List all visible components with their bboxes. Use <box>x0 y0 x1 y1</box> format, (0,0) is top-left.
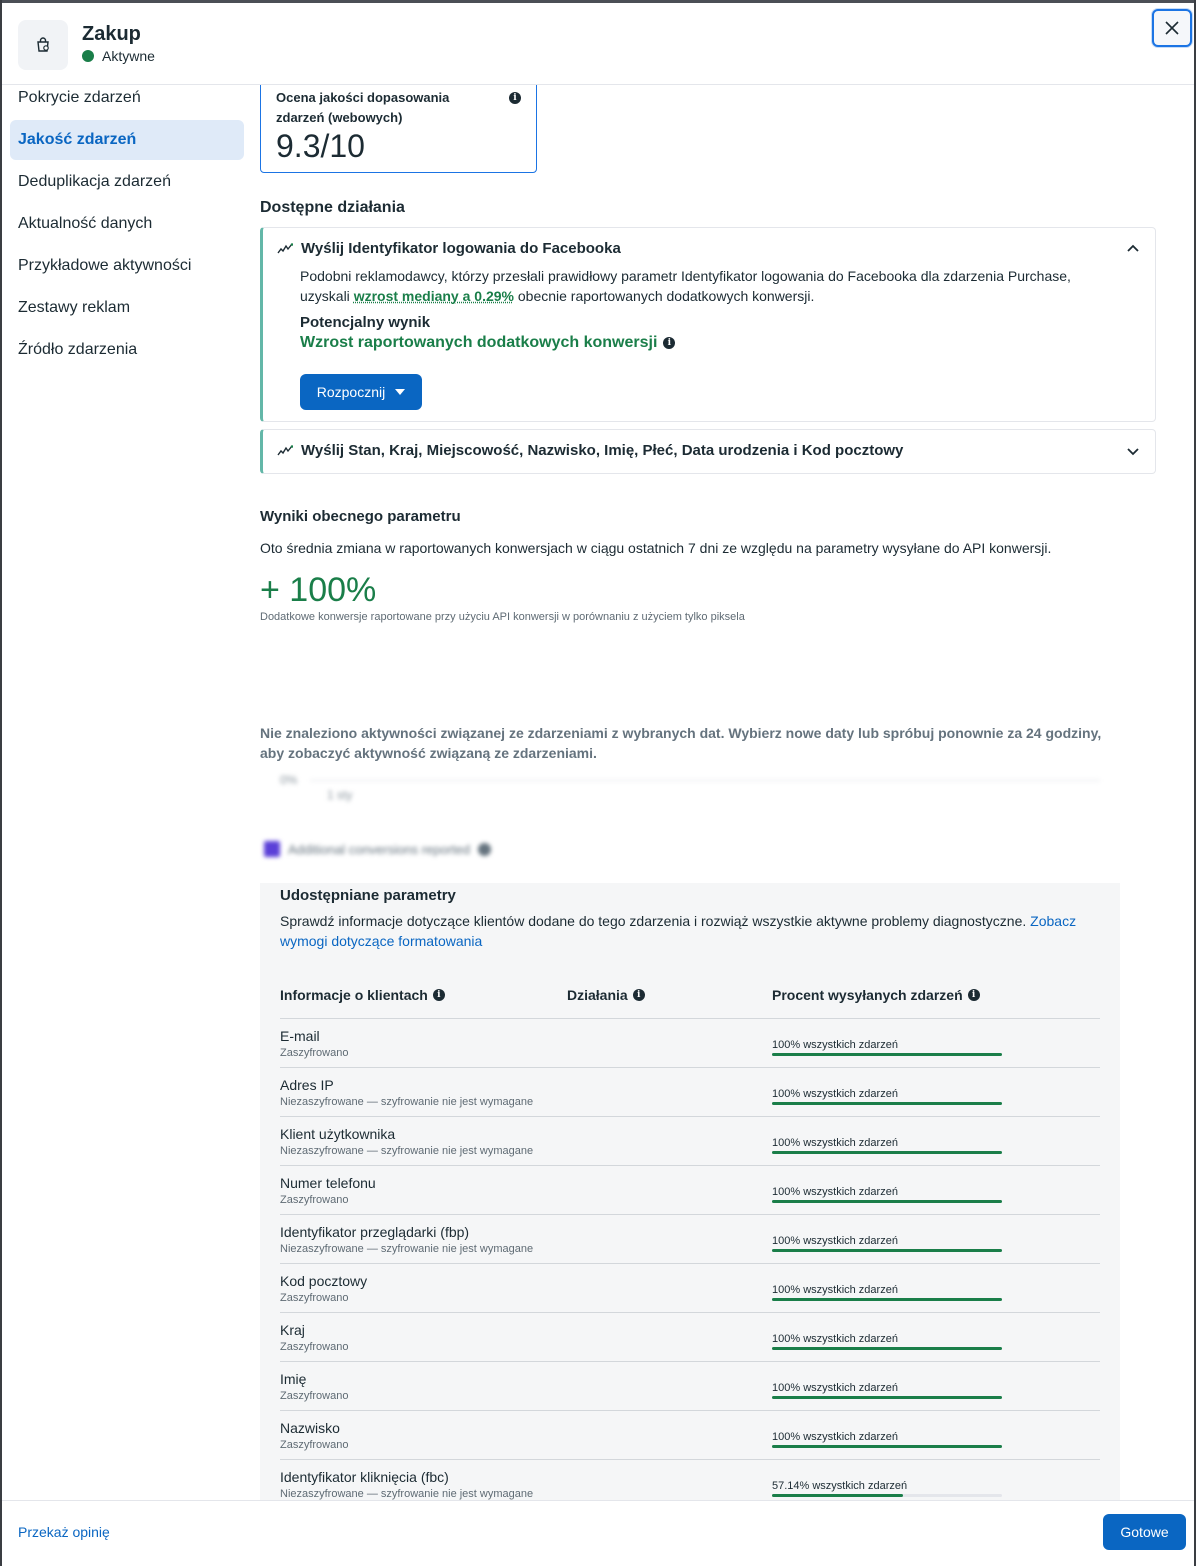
results-description: Oto średnia zmiana w raportowanych konwersjach w ciągu ostatnich 7 dni ze względu na parametry wysyłane do API konwersji. <box>260 540 1052 556</box>
parameter-name: Nazwisko <box>280 1420 340 1436</box>
shared-parameters-title: Udostępniane parametry <box>280 887 456 904</box>
parameter-name: Kod pocztowy <box>280 1273 368 1289</box>
parameter-percent-label: 100% wszystkich zdarzeń <box>772 1039 898 1051</box>
percent-bar <box>772 1347 1002 1350</box>
chart-baseline <box>310 780 1100 781</box>
chart-y-tick: 0% <box>280 773 298 787</box>
percent-bar-fill <box>772 1347 1002 1350</box>
parameter-name: Identyfikator kliknięcia (fbc) <box>280 1469 449 1485</box>
parameter-percent-label: 100% wszystkich zdarzeń <box>772 1333 898 1345</box>
no-activity-message: Nie znaleziono aktywności związanej ze zdarzeniami z wybranych dat. Wybierz nowe daty lub spróbuj ponownie za 24 godziny, aby zobaczyć aktywność związaną ze zdarzeniami. <box>260 725 1102 761</box>
parameter-percent-label: 100% wszystkich zdarzeń <box>772 1186 898 1198</box>
dialog-footer <box>2 1500 1194 1566</box>
match-quality-card <box>260 85 537 173</box>
parameter-name: Imię <box>280 1371 307 1387</box>
percent-bar-fill <box>772 1200 1002 1203</box>
close-button[interactable] <box>1152 9 1192 47</box>
potential-result-label: Potencjalny wynik <box>300 314 431 331</box>
done-button[interactable]: Gotowe <box>1103 1514 1186 1550</box>
percent-bar-fill <box>772 1445 1002 1448</box>
table-row <box>280 1362 1100 1411</box>
percent-bar <box>772 1445 1002 1448</box>
percent-bar-fill <box>772 1494 903 1497</box>
potential-result-value: Wzrost raportowanych dodatkowych konwersji i <box>300 334 675 352</box>
status-label: Aktywne <box>102 48 155 64</box>
parameter-name: Kraj <box>280 1322 305 1338</box>
match-quality-value: 9.3/10 <box>276 128 365 164</box>
table-row <box>280 1215 1100 1264</box>
event-title: Zakup <box>82 23 141 45</box>
chevron-up-icon[interactable] <box>1127 244 1139 252</box>
shopping-bag-icon <box>18 20 68 70</box>
parameter-percent-label: 100% wszystkich zdarzeń <box>772 1137 898 1149</box>
column-header-percent: Procent wysyłanych zdarzeń i <box>772 987 980 1003</box>
table-row <box>280 1166 1100 1215</box>
percent-bar-fill <box>772 1102 1002 1105</box>
parameter-name: Adres IP <box>280 1077 334 1093</box>
column-header-actions: Działania i <box>567 987 645 1003</box>
results-note: Dodatkowe konwersje raportowane przy użyciu API konwersji w porównaniu z użyciem tylko piksela <box>260 611 745 623</box>
available-actions-title: Dostępne działania <box>260 199 405 216</box>
dialog-header <box>2 3 1194 85</box>
start-button[interactable]: Rozpocznij <box>300 374 422 410</box>
sidebar-item-sample-activities[interactable]: Przykładowe aktywności <box>18 257 192 274</box>
parameter-percent-label: 100% wszystkich zdarzeń <box>772 1235 898 1247</box>
parameter-status: Niezaszyfrowane — szyfrowanie nie jest wymagane <box>280 1488 534 1500</box>
table-row <box>280 1313 1100 1362</box>
action-card-header[interactable] <box>277 442 903 459</box>
close-icon <box>1165 21 1179 35</box>
parameter-status: Niezaszyfrowane — szyfrowanie nie jest wymagane <box>280 1145 534 1157</box>
parameter-status: Niezaszyfrowane — szyfrowanie nie jest wymagane <box>280 1243 534 1255</box>
sidebar-item-event-deduplication[interactable]: Deduplikacja zdarzeń <box>18 173 171 190</box>
parameter-status: Zaszyfrowano <box>280 1292 349 1304</box>
current-parameter-results-title: Wyniki obecnego parametru <box>260 508 461 525</box>
parameter-name: Klient użytkownika <box>280 1126 396 1142</box>
chevron-down-icon[interactable] <box>1127 448 1139 456</box>
action-description: Podobni reklamodawcy, którzy przesłali prawidłowy parametr Identyfikator logowania do Facebooka dla zdarzenia Purchase, uzyskali wzrost mediany a 0.29% obecnie raportowanych dodatkowych konwersji. <box>300 268 1071 304</box>
percent-bar <box>772 1053 1002 1056</box>
percent-bar-fill <box>772 1053 1002 1056</box>
parameter-name: Identyfikator przeglądarki (fbp) <box>280 1224 470 1240</box>
shared-parameters-description: Sprawdź informacje dotyczące klientów dodane do tego zdarzenia i rozwiąż wszystkie aktywne problemy diagnostyczne. Zobacz wymogi dotyczące formatowania <box>280 913 1077 949</box>
action-title: Wyślij Identyfikator logowania do Facebooka <box>301 240 621 257</box>
parameter-percent-label: 57.14% wszystkich zdarzeń <box>772 1480 908 1492</box>
chart-x-tick: 1 sty <box>327 788 353 802</box>
table-row <box>280 1411 1100 1460</box>
event-status <box>82 48 155 64</box>
parameter-status: Zaszyfrowano <box>280 1194 349 1206</box>
chart-legend <box>264 841 491 857</box>
match-quality-label: Ocena jakości dopasowania zdarzeń (webowych) <box>276 90 450 125</box>
main-content <box>0 85 1196 1500</box>
trend-icon <box>277 445 293 457</box>
info-icon[interactable]: i <box>633 989 645 1001</box>
table-row <box>280 1117 1100 1166</box>
shared-parameters-panel <box>260 883 1120 1500</box>
caret-down-icon <box>395 389 405 395</box>
table-row <box>280 1264 1100 1313</box>
action-card-customer-info[interactable] <box>260 429 1156 474</box>
results-value: + 100% <box>260 571 377 609</box>
parameter-name: Numer telefonu <box>280 1175 376 1191</box>
percent-bar <box>772 1396 1002 1399</box>
parameter-percent-label: 100% wszystkich zdarzeń <box>772 1431 898 1443</box>
action-card-header[interactable] <box>277 240 621 257</box>
parameter-status: Niezaszyfrowane — szyfrowanie nie jest wymagane <box>280 1096 534 1108</box>
sidebar-item-event-quality[interactable]: Jakość zdarzeń <box>10 120 244 160</box>
action-card-facebook-login <box>260 227 1156 422</box>
parameter-name: E-mail <box>280 1028 320 1044</box>
column-header-customer-info: Informacje o klientach i <box>280 987 445 1003</box>
percent-bar-fill <box>772 1396 1002 1399</box>
percent-bar <box>772 1494 1002 1497</box>
parameter-percent-label: 100% wszystkich zdarzeń <box>772 1284 898 1296</box>
legend-swatch <box>264 841 280 857</box>
percent-bar <box>772 1298 1002 1301</box>
table-row <box>280 1068 1100 1117</box>
sidebar-item-event-coverage[interactable]: Pokrycie zdarzeń <box>18 89 141 106</box>
percent-bar <box>772 1102 1002 1105</box>
action-title: Wyślij Stan, Kraj, Miejscowość, Nazwisko, Imię, Płeć, Data urodzenia i Kod pocztowy <box>301 442 904 459</box>
info-icon <box>478 843 491 856</box>
info-icon[interactable]: i <box>968 989 980 1001</box>
sidebar-item-ad-sets[interactable]: Zestawy reklam <box>18 299 131 316</box>
legend-label: Additional conversions reported <box>288 841 471 857</box>
percent-bar <box>772 1151 1002 1154</box>
formatting-requirements-link[interactable]: Zobacz wymogi dotyczące formatowania <box>280 913 1077 949</box>
parameter-percent-label: 100% wszystkich zdarzeń <box>772 1088 898 1100</box>
parameter-status: Zaszyfrowano <box>280 1390 349 1402</box>
parameter-status: Zaszyfrowano <box>280 1439 349 1451</box>
median-increase-link[interactable]: wzrost mediany a 0.29% <box>353 288 514 304</box>
table-row <box>280 1460 1100 1500</box>
percent-bar-fill <box>772 1151 1002 1154</box>
percent-bar <box>772 1200 1002 1203</box>
status-dot-icon <box>82 50 94 62</box>
percent-bar-fill <box>772 1298 1002 1301</box>
parameter-status: Zaszyfrowano <box>280 1341 349 1353</box>
sidebar-item-data-freshness[interactable]: Aktualność danych <box>18 215 153 232</box>
percent-bar-fill <box>772 1249 1002 1252</box>
parameter-percent-label: 100% wszystkich zdarzeń <box>772 1382 898 1394</box>
sidebar-item-event-source[interactable]: Źródło zdarzenia <box>18 341 138 358</box>
info-icon[interactable]: i <box>509 92 521 104</box>
info-icon[interactable]: i <box>663 337 675 349</box>
give-feedback-link[interactable]: Przekaż opinię <box>18 1524 110 1540</box>
trend-icon <box>277 243 293 255</box>
parameter-status: Zaszyfrowano <box>280 1047 349 1059</box>
percent-bar <box>772 1249 1002 1252</box>
table-row <box>280 1019 1100 1068</box>
info-icon[interactable]: i <box>433 989 445 1001</box>
